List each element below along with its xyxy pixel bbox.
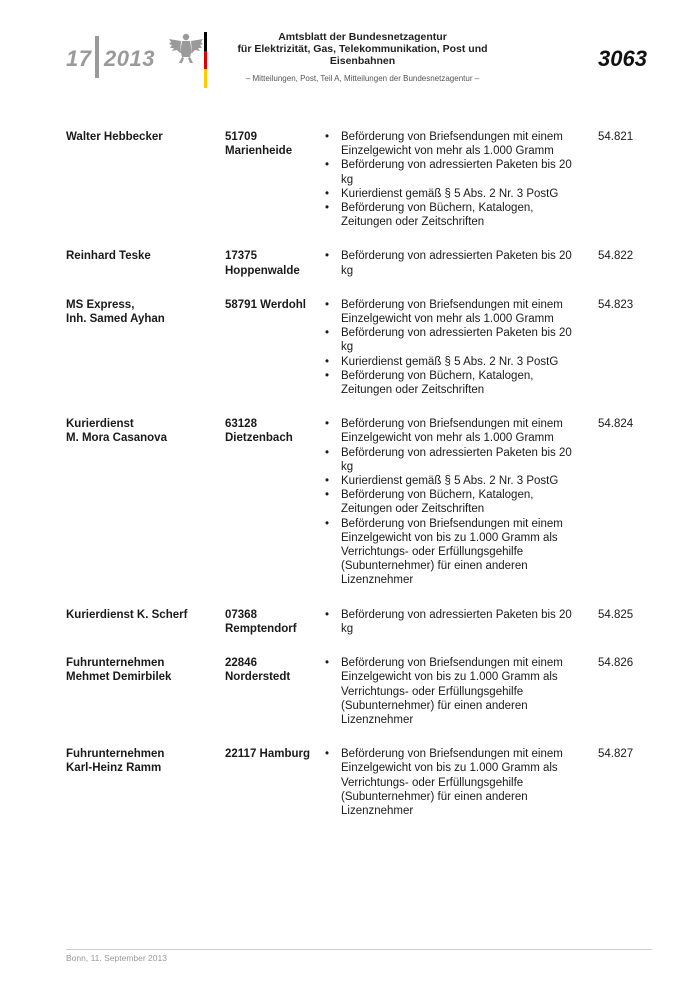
license-entry [66,656,652,727]
footer-rule [66,949,652,950]
location-line: 51709 [225,131,257,143]
location-line: Norderstedt [225,671,291,684]
licensee-name [66,747,216,775]
location-line: Remptendorf [225,622,297,635]
service-item: • Beförderung von Briefsendungen mit einem Einzelgewicht von mehr als 1.000 Gramm [325,130,587,158]
licensee-location [225,249,320,277]
service-list [325,656,587,727]
issue-divider [95,36,99,78]
service-item: • Kurierdienst gemäß § 5 Abs. 2 Nr. 3 PostG [325,474,587,488]
issue-number: 17 [66,46,92,71]
service-list [325,747,587,818]
location-line: 17375 [225,250,257,263]
licensee-name [66,298,216,326]
location-line: 22117 Hamburg [225,748,311,761]
license-entry [66,608,652,636]
licensee-name [66,608,216,622]
licensee-name-line: Karl-Heinz Ramm [66,762,162,775]
service-list [325,608,587,636]
masthead-title-line2: für Elektrizität, Gas, Telekommunikation, Post und Eisenbahnen [237,43,488,67]
licensee-name-line: Kurierdienst [66,418,134,431]
licensee-location [225,747,320,761]
licensee-name [66,249,216,263]
service-item: • Beförderung von Briefsendungen mit einem Einzelgewicht von mehr als 1.000 Gramm [325,298,587,326]
license-number: 54.824 [598,418,634,431]
location-line: 58791 Werdohl [225,298,306,311]
licensee-name-line: MS Express, [66,298,135,311]
service-item: • Beförderung von adressierten Paketen bis 20 kg [325,158,587,186]
licensee-name-line: Walter Hebbecker [66,131,163,143]
service-item: • Kurierdienst gemäß § 5 Abs. 2 Nr. 3 PostG [325,355,587,369]
location-line: 63128 [225,418,257,431]
service-item: • Beförderung von Büchern, Katalogen, Zeitungen oder Zeitschriften [325,488,587,516]
service-list [325,130,587,229]
licensee-name [66,656,216,684]
license-entry [66,747,652,818]
license-entry [66,417,652,587]
page-number: 3063 [598,46,647,71]
issue-year: 2013 [104,46,155,71]
licensee-name-line: Reinhard Teske [66,250,151,263]
license-entry [66,130,652,229]
service-list [325,249,587,277]
location-line: 22846 [225,657,257,670]
service-item: • Beförderung von adressierten Paketen bis 20 kg [325,326,587,354]
license-number: 54.827 [598,748,634,761]
service-item: • Beförderung von Büchern, Katalogen, Zeitungen oder Zeitschriften [325,369,587,397]
license-number: 54.822 [598,250,634,263]
license-entry [66,298,652,397]
location-line: Dietzenbach [225,432,293,445]
footer-text: Bonn, 11. September 2013 [66,953,167,963]
service-item: • Beförderung von Briefsendungen mit einem Einzelgewicht von bis zu 1.000 Gramm als Verrichtungs- oder Erfüllungsgehilfe (Subunternehmer) für einen anderen Lizenznehmer [325,747,587,818]
service-item: • Kurierdienst gemäß § 5 Abs. 2 Nr. 3 PostG [325,187,587,201]
licensee-location [225,656,320,684]
licensee-name-line: Inh. Samed Ayhan [66,313,165,326]
location-line: Hoppenwalde [225,264,300,277]
licensee-location [225,130,320,158]
page-header [0,0,700,90]
licensee-name [66,417,216,445]
service-item: • Beförderung von adressierten Paketen bis 20 kg [325,608,587,636]
licensee-location [225,608,320,636]
service-item: • Beförderung von adressierten Paketen bis 20 kg [325,446,587,474]
service-item: • Beförderung von Briefsendungen mit einem Einzelgewicht von bis zu 1.000 Gramm als Verrichtungs- oder Erfüllungsgehilfe (Subunternehmer) für einen anderen Lizenznehmer [325,656,587,727]
service-item: • Beförderung von Briefsendungen mit einem Einzelgewicht von mehr als 1.000 Gramm [325,417,587,445]
service-item: • Beförderung von Büchern, Katalogen, Zeitungen oder Zeitschriften [325,201,587,229]
licensee-name-line: M. Mora Casanova [66,432,167,445]
licensee-location [225,417,320,445]
masthead-subtitle: – Mitteilungen, Post, Teil A, Mitteilungen der Bundesnetzagentur – [245,74,480,83]
license-number: 54.823 [598,298,634,311]
location-line: Marienheide [225,145,293,158]
service-list [325,298,587,397]
license-entries-list [66,130,652,838]
service-item: • Beförderung von Briefsendungen mit einem Einzelgewicht von bis zu 1.000 Gramm als Verrichtungs- oder Erfüllungsgehilfe (Subunternehmer) für einen anderen Lizenznehmer [325,517,587,588]
masthead [205,31,520,84]
service-list [325,417,587,587]
service-item: • Beförderung von adressierten Paketen bis 20 kg [325,249,587,277]
license-number: 54.825 [598,608,634,621]
licensee-name-line: Mehmet Demirbilek [66,671,172,684]
licensee-name-line: Fuhrunternehmen [66,748,165,761]
federal-eagle-icon [168,32,204,66]
license-number: 54.821 [598,131,634,143]
masthead-title-line1: Amtsblatt der Bundesnetzagentur [278,31,447,43]
location-line: 07368 [225,608,257,621]
licensee-name-line: Fuhrunternehmen [66,657,165,670]
licensee-name-line: Kurierdienst K. Scherf [66,608,188,621]
license-entry [66,249,652,277]
license-number: 54.826 [598,657,634,670]
licensee-location [225,298,320,312]
licensee-name [66,130,216,144]
